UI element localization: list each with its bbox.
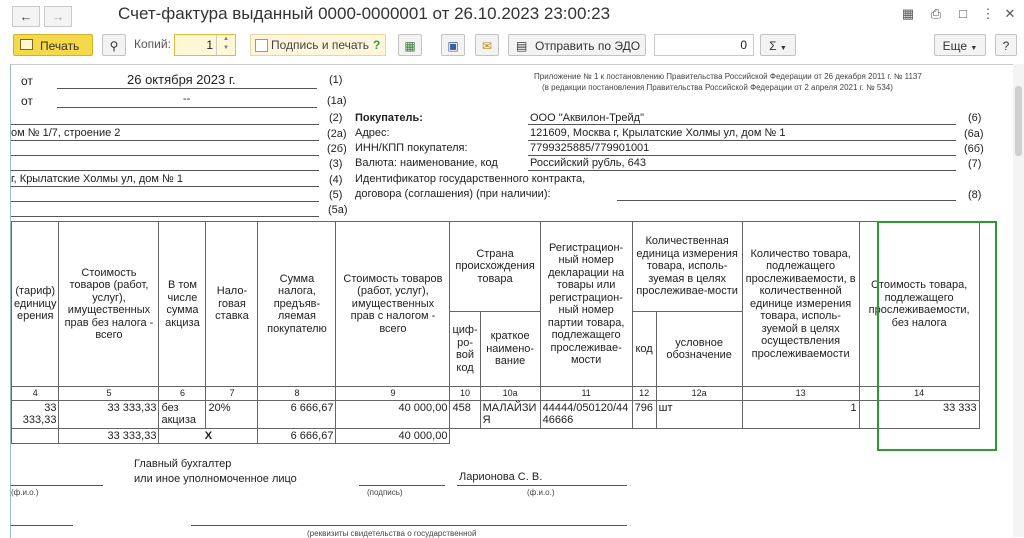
currency-num: (7)	[968, 158, 982, 170]
total-excise: X	[159, 428, 258, 444]
chief-accountant-name: Ларионова С. В.	[459, 471, 543, 483]
close-icon[interactable]: ✕	[1004, 6, 1016, 21]
signature-caption: (подпись)	[367, 488, 403, 497]
line-3	[11, 170, 319, 171]
col-num: 5	[59, 387, 159, 401]
col-num: 11	[540, 387, 632, 401]
window-title: Счет-фактура выданный 0000-0000001 от 26.10.2023 23:00:23	[118, 4, 611, 23]
currency-line	[528, 170, 956, 171]
send-edo-label: Отправить по ЭДО	[535, 39, 641, 53]
line-4	[11, 186, 319, 187]
chevron-down-icon: ▼	[779, 45, 787, 52]
currency-label: Валюта: наименование, код	[355, 157, 498, 169]
address-value: 121609, Москва г, Крылатские Холмы ул, дом № 1	[530, 127, 786, 139]
envelope-icon: ✉	[481, 39, 493, 53]
preview-icon[interactable]: □	[959, 6, 967, 21]
cell-country-code[interactable]: 458	[450, 400, 480, 428]
cell-traceable-cost[interactable]: 33 333	[859, 400, 979, 428]
col-header-9: Стоимость товаров (работ, услуг), имущественных прав с налогом - всего	[336, 222, 450, 387]
ot2-value: --	[183, 93, 191, 105]
contract-label-2: договора (соглашения) (при наличии):	[355, 188, 551, 200]
col-header-11: Регистрацион-ный номер декларации на товары или регистрацион-ный номер партии товара, подлежащего прослеживае-мости	[540, 222, 632, 387]
help-button[interactable]: ?	[995, 34, 1017, 56]
col-num: 4	[12, 387, 59, 401]
col-header-10a: краткое наимено-вание	[480, 312, 540, 387]
total-empty	[12, 428, 59, 444]
back-button[interactable]	[12, 6, 40, 27]
col-header-12a: условное обозначение	[656, 312, 742, 387]
contract-num: (8)	[968, 189, 982, 201]
save-button[interactable]	[441, 34, 465, 56]
col-header-8: Сумма налога, предъяв-ляемая покупателю	[258, 222, 336, 387]
line-5a	[11, 216, 319, 217]
scrollbar-thumb[interactable]	[1015, 86, 1022, 156]
col-num: 14	[859, 387, 979, 401]
buyer-value: ООО "Аквилон-Трейд"	[530, 112, 644, 124]
sum-label: Σ	[769, 39, 777, 53]
num-2: (2)	[329, 112, 343, 124]
arrow-right-icon: →	[51, 9, 65, 24]
appendix-line1: Приложение № 1 к постановлению Правительства Российской Федерации от 26 декабря 2011 г. № 1137	[534, 72, 922, 81]
grid-icon: ▦	[404, 39, 416, 53]
total-cost-without-tax: 33 333,33	[59, 428, 159, 444]
cell-unit-code[interactable]: 796	[632, 400, 656, 428]
total-filler	[450, 428, 979, 444]
copies-label: Копий:	[134, 37, 171, 51]
ot1-label: от	[21, 74, 33, 88]
address-line	[528, 140, 956, 141]
cell-quantity[interactable]: 1	[742, 400, 859, 428]
col-num: 10а	[480, 387, 540, 401]
vertical-scrollbar[interactable]	[1013, 64, 1024, 537]
more-label: Еще	[942, 39, 968, 53]
arrow-left-icon: ←	[19, 9, 33, 24]
email-button[interactable]	[475, 34, 499, 56]
sum-button[interactable]	[760, 34, 796, 56]
help-icon[interactable]: ?	[373, 38, 381, 52]
address-num: (6а)	[964, 128, 984, 140]
cell-price[interactable]: 33 333,33	[12, 400, 59, 428]
line-2	[11, 124, 319, 125]
signature-line	[359, 485, 445, 486]
cell-country-name[interactable]: МАЛАЙЗИЯ	[480, 400, 540, 428]
cell-unit-name[interactable]: шт	[656, 400, 742, 428]
cell-declaration-number[interactable]: 44444/050120/4446666	[540, 400, 632, 428]
col-num: 10	[450, 387, 480, 401]
col-num: 7	[206, 387, 258, 401]
footer-line-left	[11, 525, 73, 526]
printer-icon[interactable]: ⎙	[930, 6, 942, 21]
ot1-num: (1)	[329, 74, 343, 86]
col-num: 13	[742, 387, 859, 401]
copies-stepper[interactable]: ▲ ▼	[216, 35, 235, 55]
total-row	[12, 428, 980, 444]
fio-caption: (ф.и.о.)	[527, 488, 555, 497]
left-signature-line	[11, 485, 103, 486]
cell-excise[interactable]: без акциза	[159, 400, 206, 428]
document-preview	[10, 64, 1014, 538]
num-3: (3)	[329, 158, 343, 170]
col-num: 8	[258, 387, 336, 401]
table-settings-button[interactable]	[398, 34, 422, 56]
chief-accountant-label-2: или иное уполномоченное лицо	[134, 473, 297, 485]
cell-cost-without-tax[interactable]: 33 333,33	[59, 400, 159, 428]
counter-field[interactable]: 0	[654, 34, 754, 56]
line-2b	[11, 155, 319, 156]
magnifier-icon: ⚲	[109, 39, 119, 53]
total-tax-amount: 6 666,67	[258, 428, 336, 444]
line-2a	[11, 140, 319, 141]
save-icon[interactable]: ▦	[901, 6, 915, 21]
ot2-label: от	[21, 94, 33, 108]
inn-value: 7799325885/779901001	[530, 142, 650, 154]
num-5a: (5а)	[328, 204, 348, 216]
printer-icon	[20, 39, 33, 50]
inn-num: (6б)	[964, 143, 984, 155]
copies-input[interactable]	[174, 34, 236, 56]
col-header-7: Нало-говая ставка	[206, 222, 258, 387]
col-header-14: Стоимость товара, подлежащего прослеживаемости, без налога	[859, 222, 979, 387]
more-button[interactable]	[934, 34, 986, 56]
col-num: 6	[159, 387, 206, 401]
col-num: 12а	[656, 387, 742, 401]
buyer-label: Покупатель:	[355, 112, 423, 124]
col-header-tariff: (тариф) единицу ерения	[12, 222, 59, 387]
invoice-table	[11, 221, 980, 444]
preview-button[interactable]	[102, 34, 126, 56]
num-4: (4)	[329, 174, 343, 186]
total-cost-with-tax: 40 000,00	[336, 428, 450, 444]
seller-address-part: ом № 1/7, строение 2	[11, 127, 121, 139]
col-header-10-group: Страна происхождения товара	[450, 222, 540, 312]
fio-line	[457, 485, 627, 486]
num-2a: (2а)	[327, 128, 347, 140]
col-header-13: Количество товара, подлежащего прослеживаемости, в количественной единице измерения товара, исполь-зуемой в целях осуществления прослеживаемости	[742, 222, 859, 387]
consignee-part: г, Крылатские Холмы ул, дом № 1	[11, 173, 184, 185]
col-header-6: В том числе сумма акциза	[159, 222, 206, 387]
ot2-num: (1а)	[327, 95, 347, 107]
col-header-10: циф-ро-вой код	[450, 312, 480, 387]
chief-accountant-label-1: Главный бухгалтер	[134, 458, 232, 470]
more-menu-icon[interactable]: ⋮	[981, 6, 995, 21]
inn-line	[528, 155, 956, 156]
inn-label: ИНН/КПП покупателя:	[355, 142, 468, 154]
num-2b: (2б)	[327, 143, 347, 155]
col-header-5: Стоимость товаров (работ, услуг), имущественных прав без налога - всего	[59, 222, 159, 387]
forward-button[interactable]	[44, 6, 72, 27]
cell-tax-amount[interactable]: 6 666,67	[258, 400, 336, 428]
currency-value: Российский рубль, 643	[530, 157, 646, 169]
address-label: Адрес:	[355, 127, 390, 139]
copies-value: 1	[206, 38, 213, 52]
send-edo-button[interactable]	[508, 34, 646, 56]
contract-label-1: Идентификатор государственного контракта,	[355, 173, 586, 185]
chevron-down-icon: ▼	[970, 45, 978, 52]
col-header-12-group: Количественная единица измерения товара, исполь-зуемая в целях прослеживае-мости	[632, 222, 742, 312]
sign-and-stamp-checkbox[interactable]	[250, 34, 386, 56]
buyer-line	[528, 124, 956, 125]
checkbox-icon	[255, 39, 268, 52]
appendix-line2: (в редакции постановления Правительства Российской Федерации от 2 апреля 2021 г. № 534)	[542, 83, 893, 92]
table-row	[12, 400, 980, 428]
num-5: (5)	[329, 189, 343, 201]
print-label: Печать	[40, 39, 80, 53]
sign-label: Подпись и печать	[271, 38, 370, 52]
contract-line	[617, 200, 956, 201]
line-5	[11, 201, 319, 202]
cell-cost-with-tax[interactable]: 40 000,00	[336, 400, 450, 428]
fio-left-caption: (ф.и.о.)	[11, 488, 39, 497]
print-button[interactable]	[13, 34, 93, 56]
buyer-num: (6)	[968, 112, 982, 124]
ot1-value: 26 октября 2023 г.	[127, 72, 236, 87]
cell-tax-rate[interactable]: 20%	[206, 400, 258, 428]
col-header-12: код	[632, 312, 656, 387]
requisites-caption: (реквизиты свидетельства о государственной	[307, 529, 477, 538]
requisites-line	[191, 525, 627, 526]
title-bar	[0, 0, 1024, 30]
ot2-line	[57, 107, 317, 108]
col-num: 12	[632, 387, 656, 401]
document-icon: ▤	[516, 39, 528, 53]
ot1-line	[57, 88, 317, 89]
floppy-icon: ▣	[447, 39, 459, 53]
col-num: 9	[336, 387, 450, 401]
